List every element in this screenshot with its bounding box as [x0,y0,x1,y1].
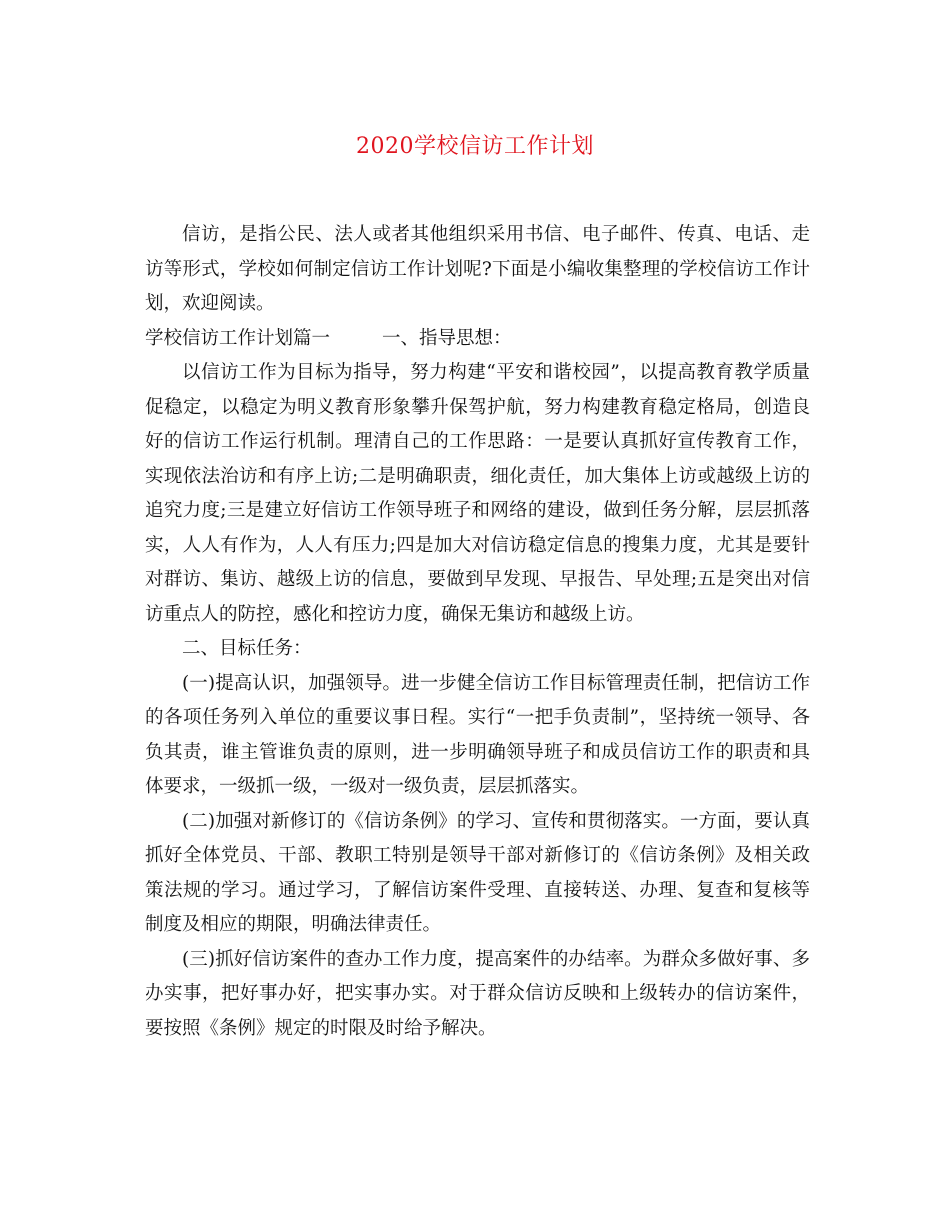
task-paragraph-2: (二)加强对新修订的《信访条例》的学习、宣传和贯彻落实。一方面，要认真抓好全体党员、干部、教职工特别是领导干部对新修订的《信访条例》及相关政策法规的学习。通过学习，了解信访案件受理、直接转送、办理、复查和复核等制度及相应的期限，明确法律责任。 [145,810,810,935]
document-title: 2020学校信访工作计划 [356,134,594,159]
guiding-paragraph: 以信访工作为目标为指导，努力构建“平安和谐校园”，以提高教育教学质量促稳定，以稳定为明义教育形象攀升保驾护航，努力构建教育稳定格局，创造良好的信访工作运行机制。理清自己的工作思路：一是要认真抓好宣传教育工作，实现依法治访和有序上访;二是明确职责，细化责任，加大集体上访或越级上访的追究力度;三是建立好信访工作领导班子和网络的建设，做到任务分解，层层抓落实，人人有作为，人人有压力;四是加大对信访稳定信息的搜集力度，尤其是要针对群访、集访、越级上访的信息，要做到早发现、早报告、早处理;五是突出对信访重点人的防控，感化和控访力度，确保无集访和越级上访。 [145,362,810,625]
section-heading-row [145,322,810,357]
task-paragraph-1: (一)提高认识，加强领导。进一步健全信访工作目标管理责任制，把信访工作的各项任务列入单位的重要议事日程。实行“一把手负责制”，坚持统一领导、各负其责，谁主管谁负责的原则，进一步明确领导班子和成员信访工作的职责和具体要求，一级抓一级，一级对一级负责，层层抓落实。 [145,672,810,797]
intro-paragraph: 信访，是指公民、法人或者其他组织采用书信、电子邮件、传真、电话、走访等形式，学校如何制定信访工作计划呢?下面是小编收集整理的学校信访工作计划，欢迎阅读。 [145,224,810,314]
document-body [145,218,810,1046]
guiding-heading: 一、指导思想： [382,327,512,349]
task-paragraph-3: (三)抓好信访案件的查办工作力度，提高案件的办结率。为群众多做好事、多办实事，把好事办好，把实事办实。对于群众信访反映和上级转办的信访案件，要按照《条例》规定的时限及时给予解决。 [145,948,810,1039]
section-label: 学校信访工作计划篇一 [145,327,331,349]
target-heading: 二、目标任务： [182,638,312,659]
